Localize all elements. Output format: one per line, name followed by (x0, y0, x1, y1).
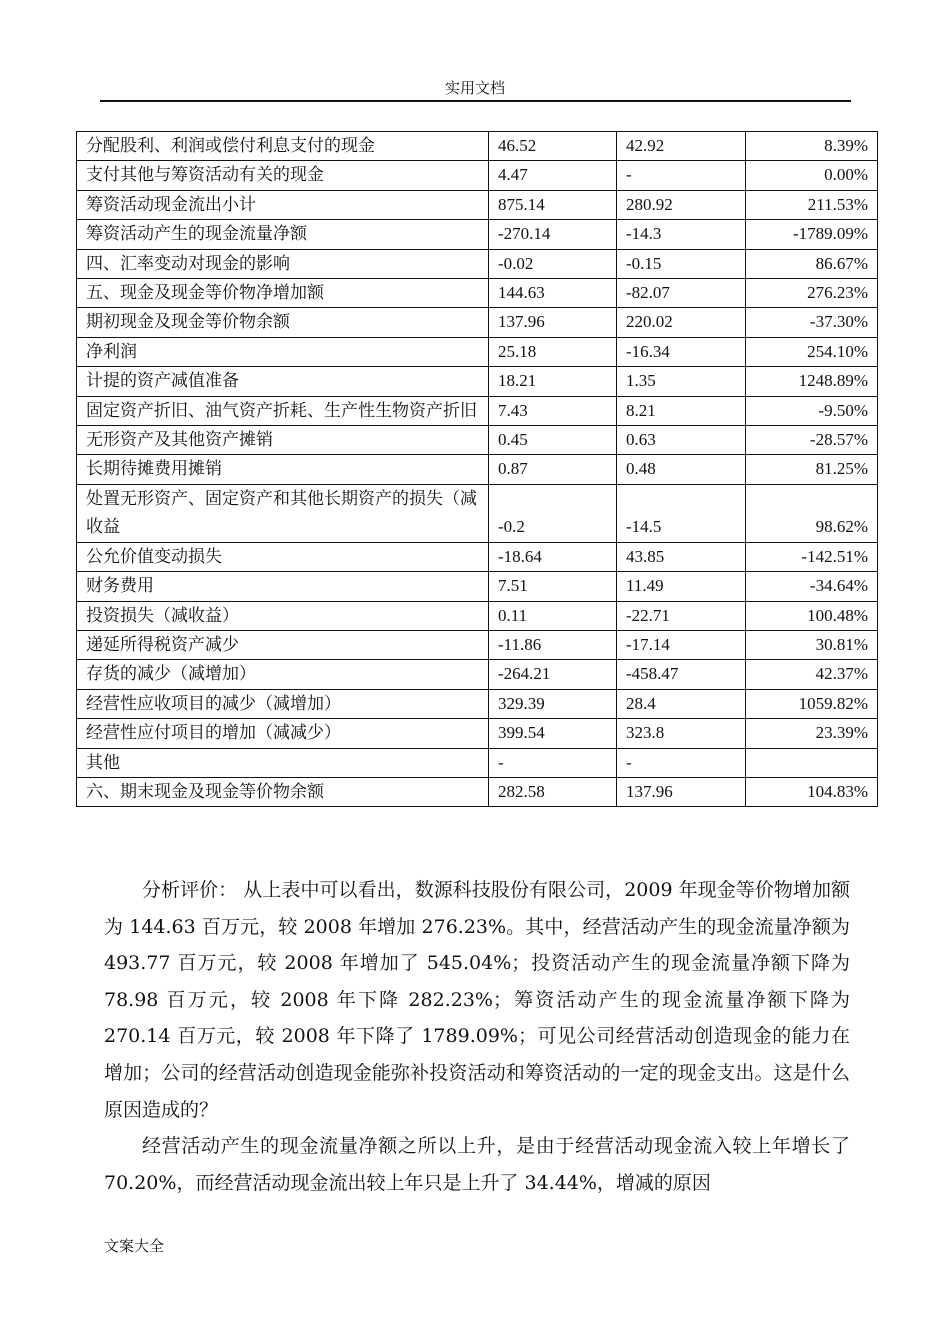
row-item-cell: 筹资活动产生的现金流量净额 (77, 220, 489, 249)
row-item-cell: 长期待摊费用摊销 (77, 455, 489, 484)
row-item-cell: 经营性应付项目的增加（减减少） (77, 719, 489, 748)
row-item-cell: 四、汇率变动对现金的影响 (77, 249, 489, 278)
row-current-cell: -0.2 (489, 484, 617, 542)
row-change-cell: 1059.82% (746, 689, 878, 718)
row-previous-cell: 43.85 (617, 542, 746, 571)
table-row (77, 396, 878, 425)
table-row (77, 308, 878, 337)
row-item-cell: 其他 (77, 748, 489, 777)
table-row (77, 132, 878, 161)
row-previous-cell: -17.14 (617, 630, 746, 659)
table-row (77, 249, 878, 278)
row-change-cell: -1789.09% (746, 220, 878, 249)
table-row (77, 161, 878, 190)
table-row (77, 689, 878, 718)
row-current-cell: 329.39 (489, 689, 617, 718)
row-change-cell: 254.10% (746, 337, 878, 366)
row-previous-cell: 1.35 (617, 367, 746, 396)
row-previous-cell: -0.15 (617, 249, 746, 278)
row-change-cell: 211.53% (746, 190, 878, 219)
row-current-cell: 46.52 (489, 132, 617, 161)
row-previous-cell: 220.02 (617, 308, 746, 337)
table-row (77, 572, 878, 601)
page-header: 实用文档 (444, 79, 505, 97)
row-previous-cell: -22.71 (617, 601, 746, 630)
row-previous-cell: 11.49 (617, 572, 746, 601)
row-current-cell: 0.11 (489, 601, 617, 630)
row-current-cell: 137.96 (489, 308, 617, 337)
row-change-cell: -34.64% (746, 572, 878, 601)
row-item-cell: 计提的资产减值准备 (77, 367, 489, 396)
table-row (77, 220, 878, 249)
row-previous-cell: 280.92 (617, 190, 746, 219)
header-rule (100, 100, 851, 102)
cash-flow-table (76, 131, 878, 807)
row-current-cell: - (489, 748, 617, 777)
row-change-cell: 100.48% (746, 601, 878, 630)
table-row (77, 660, 878, 689)
row-current-cell: 25.18 (489, 337, 617, 366)
row-change-cell: 42.37% (746, 660, 878, 689)
row-current-cell: -270.14 (489, 220, 617, 249)
table-body (77, 132, 878, 807)
table-row (77, 484, 878, 542)
row-current-cell: -18.64 (489, 542, 617, 571)
table-row (77, 748, 878, 777)
row-current-cell: 875.14 (489, 190, 617, 219)
table-row (77, 367, 878, 396)
row-change-cell: -9.50% (746, 396, 878, 425)
row-item-cell: 存货的减少（减增加） (77, 660, 489, 689)
row-change-cell: 0.00% (746, 161, 878, 190)
row-previous-cell: - (617, 748, 746, 777)
row-change-cell: 98.62% (746, 484, 878, 542)
analysis-text (104, 872, 850, 1201)
analysis-paragraph: 分析评价： 从上表中可以看出，数源科技股份有限公司，2009 年现金等价物增加额为 144.63 百万元，较 2008 年增加 276.23%。其中，经营活动产生的现金流量净额为 493.77 百万元，较 2008 年增加了 545.04%；投资活动产生的现金流量净额下降为 78.98 百万元，较 2008 年下降 282.23%；筹资活动产生的现金流量净额下降为 270.14 百万元，较 2008 年下降了 1789.09%；可见公司经营活动创造现金的能力在增加；公司的经营活动创造现金能弥补投资活动和筹资活动的一定的现金支出。这是什么原因造成的？ (104, 879, 850, 1121)
row-current-cell: 4.47 (489, 161, 617, 190)
analysis-paragraph: 经营活动产生的现金流量净额之所以上升，是由于经营活动现金流入较上年增长了 70.20%，而经营活动现金流出较上年只是上升了 34.44%，增减的原因 (104, 1135, 850, 1194)
row-change-cell (746, 748, 878, 777)
table-row (77, 426, 878, 455)
row-change-cell: 81.25% (746, 455, 878, 484)
row-previous-cell: 323.8 (617, 719, 746, 748)
table-row (77, 630, 878, 659)
row-item-cell: 分配股利、利润或偿付利息支付的现金 (77, 132, 489, 161)
table-row (77, 542, 878, 571)
table-row (77, 337, 878, 366)
row-previous-cell: 137.96 (617, 777, 746, 806)
row-current-cell: 0.45 (489, 426, 617, 455)
row-current-cell: 399.54 (489, 719, 617, 748)
row-item-cell: 支付其他与筹资活动有关的现金 (77, 161, 489, 190)
row-previous-cell: -16.34 (617, 337, 746, 366)
row-previous-cell: -14.5 (617, 484, 746, 542)
row-previous-cell: -458.47 (617, 660, 746, 689)
row-current-cell: 282.58 (489, 777, 617, 806)
row-previous-cell: 8.21 (617, 396, 746, 425)
row-change-cell: -37.30% (746, 308, 878, 337)
row-item-cell: 递延所得税资产减少 (77, 630, 489, 659)
row-change-cell: 276.23% (746, 279, 878, 308)
page-footer: 文案大全 (104, 1237, 165, 1255)
row-item-cell: 五、现金及现金等价物净增加额 (77, 279, 489, 308)
row-previous-cell: 42.92 (617, 132, 746, 161)
row-previous-cell: 0.48 (617, 455, 746, 484)
row-current-cell: 18.21 (489, 367, 617, 396)
row-item-cell: 六、期末现金及现金等价物余额 (77, 777, 489, 806)
table-row (77, 601, 878, 630)
row-item-cell: 净利润 (77, 337, 489, 366)
row-change-cell: 23.39% (746, 719, 878, 748)
row-item-cell: 公允价值变动损失 (77, 542, 489, 571)
row-item-cell: 期初现金及现金等价物余额 (77, 308, 489, 337)
row-item-cell: 筹资活动现金流出小计 (77, 190, 489, 219)
row-change-cell: 8.39% (746, 132, 878, 161)
row-change-cell: 1248.89% (746, 367, 878, 396)
row-item-cell: 处置无形资产、固定资产和其他长期资产的损失（减收益 (77, 484, 489, 542)
row-current-cell: 7.43 (489, 396, 617, 425)
row-change-cell: 30.81% (746, 630, 878, 659)
row-item-cell: 经营性应收项目的减少（减增加） (77, 689, 489, 718)
row-change-cell: -28.57% (746, 426, 878, 455)
table-row (77, 455, 878, 484)
row-item-cell: 财务费用 (77, 572, 489, 601)
table-row (77, 719, 878, 748)
row-current-cell: 7.51 (489, 572, 617, 601)
row-change-cell: 104.83% (746, 777, 878, 806)
row-current-cell: 144.63 (489, 279, 617, 308)
row-previous-cell: -14.3 (617, 220, 746, 249)
row-current-cell: -0.02 (489, 249, 617, 278)
row-change-cell: 86.67% (746, 249, 878, 278)
row-current-cell: -11.86 (489, 630, 617, 659)
table-row (77, 279, 878, 308)
row-previous-cell: - (617, 161, 746, 190)
row-previous-cell: -82.07 (617, 279, 746, 308)
row-change-cell: -142.51% (746, 542, 878, 571)
row-item-cell: 投资损失（减收益） (77, 601, 489, 630)
table-row (77, 777, 878, 806)
row-previous-cell: 28.4 (617, 689, 746, 718)
row-current-cell: -264.21 (489, 660, 617, 689)
row-current-cell: 0.87 (489, 455, 617, 484)
table-row (77, 190, 878, 219)
row-item-cell: 无形资产及其他资产摊销 (77, 426, 489, 455)
row-item-cell: 固定资产折旧、油气资产折耗、生产性生物资产折旧 (77, 396, 489, 425)
row-previous-cell: 0.63 (617, 426, 746, 455)
